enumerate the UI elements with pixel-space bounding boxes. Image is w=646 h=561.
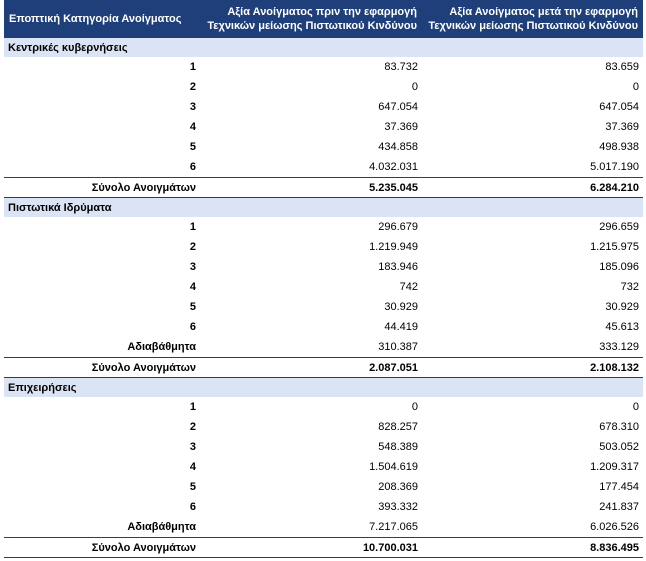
value-before-cell: 0 (411, 81, 418, 93)
table-row (4, 337, 643, 358)
value-after-cell: 296.659 (599, 221, 639, 233)
value-after-cell: 30.929 (605, 301, 639, 313)
total-value-before: 2.087.051 (200, 358, 422, 378)
value-before-cell: 1.219.949 (369, 241, 418, 253)
value-before-cell: 7.217.065 (369, 521, 418, 533)
section-title: Επιχειρήσεις (4, 378, 200, 398)
total-label: Σύνολο Ανοιγμάτων (4, 358, 200, 378)
value-before-cell: 37.369 (384, 121, 418, 133)
section-header-row (4, 198, 643, 218)
table-row (4, 457, 643, 477)
value-before-cell: 30.929 (384, 301, 418, 313)
value-after-cell: 503.052 (599, 441, 639, 453)
header-exposure-category: Εποπτική Κατηγορία Ανοίγματος (4, 0, 200, 38)
table-row (4, 517, 643, 538)
value-after-cell: 1.215.975 (590, 241, 639, 253)
row-label: 4 (189, 461, 196, 473)
table-row (4, 297, 643, 317)
value-after-cell: 333.129 (599, 341, 639, 353)
table-header (4, 0, 643, 38)
row-label: 6 (189, 161, 196, 173)
table-body (4, 38, 643, 558)
value-before-cell: 434.858 (378, 141, 418, 153)
total-row (4, 358, 643, 378)
row-label: 2 (189, 241, 196, 253)
row-label: 1 (189, 401, 196, 413)
value-before-cell: 548.389 (378, 441, 418, 453)
row-label: 3 (189, 441, 196, 453)
row-label: 4 (189, 121, 196, 133)
value-before-cell: 393.332 (378, 501, 418, 513)
row-label: 1 (189, 221, 196, 233)
table-row (4, 217, 643, 237)
value-after-cell: 45.613 (605, 321, 639, 333)
section-empty-cell (422, 38, 643, 57)
section-empty-cell (422, 378, 643, 398)
value-after-cell: 678.310 (599, 421, 639, 433)
table-row (4, 437, 643, 457)
section-title: Κεντρικές κυβερνήσεις (4, 38, 200, 57)
value-before-cell: 208.369 (378, 481, 418, 493)
total-value-after: 2.108.132 (422, 358, 643, 378)
value-before-cell: 647.054 (378, 101, 418, 113)
value-before-cell: 742 (399, 281, 418, 293)
total-value-after: 6.284.210 (422, 178, 643, 198)
value-after-cell: 241.837 (599, 501, 639, 513)
header-value-before-line2: Τεχνικών μείωσης Πιστωτικού Κινδύνου (207, 20, 417, 32)
value-after-cell: 0 (632, 401, 639, 413)
table-row (4, 117, 643, 137)
total-row (4, 178, 643, 198)
value-before-cell: 1.504.619 (369, 461, 418, 473)
value-before-cell: 83.732 (384, 61, 418, 73)
section-title: Πιστωτικά Ιδρύματα (4, 198, 200, 218)
table-row (4, 157, 643, 178)
section-empty-cell (200, 378, 422, 398)
table-row (4, 97, 643, 117)
header-value-after-line1: Αξία Ανοίγματος μετά την εφαρμογή (449, 6, 638, 18)
value-after-cell: 37.369 (605, 121, 639, 133)
table-row (4, 317, 643, 337)
value-after-cell: 5.017.190 (590, 161, 639, 173)
table-row (4, 57, 643, 77)
total-label: Σύνολο Ανοιγμάτων (4, 178, 200, 198)
table-row (4, 77, 643, 97)
section-header-row (4, 38, 643, 57)
value-before-cell: 4.032.031 (369, 161, 418, 173)
table-row (4, 397, 643, 417)
total-value-before: 5.235.045 (200, 178, 422, 198)
table-row (4, 477, 643, 497)
value-after-cell: 6.026.526 (590, 521, 639, 533)
row-label: Αδιαβάθμητα (127, 521, 196, 533)
table-row (4, 137, 643, 157)
row-label: 6 (189, 501, 196, 513)
section-empty-cell (200, 198, 422, 218)
value-before-cell: 183.946 (378, 261, 418, 273)
header-value-before (200, 0, 422, 38)
value-after-cell: 647.054 (599, 101, 639, 113)
row-label: 2 (189, 81, 196, 93)
header-value-before-line1: Αξία Ανοίγματος πριν την εφαρμογή (227, 6, 417, 18)
value-before-cell: 310.387 (378, 341, 418, 353)
row-label: 4 (189, 281, 196, 293)
header-value-after-line2: Τεχνικών μείωσης Πιστωτικού Κινδύνου (428, 20, 638, 32)
row-label: 5 (189, 481, 196, 493)
section-empty-cell (200, 38, 422, 57)
value-after-cell: 1.209.317 (590, 461, 639, 473)
row-label: 5 (189, 301, 196, 313)
table-row (4, 237, 643, 257)
total-value-after: 8.836.495 (422, 538, 643, 558)
value-after-cell: 83.659 (605, 61, 639, 73)
value-before-cell: 44.419 (384, 321, 418, 333)
row-label: 2 (189, 421, 196, 433)
section-header-row (4, 378, 643, 398)
row-label: 1 (189, 61, 196, 73)
value-after-cell: 0 (632, 81, 639, 93)
exposure-table (4, 0, 643, 558)
value-after-cell: 498.938 (599, 141, 639, 153)
value-after-cell: 185.096 (599, 261, 639, 273)
row-label: 3 (189, 101, 196, 113)
value-before-cell: 828.257 (378, 421, 418, 433)
row-label: 5 (189, 141, 196, 153)
table-row (4, 277, 643, 297)
value-after-cell: 732 (620, 281, 639, 293)
table-row (4, 497, 643, 517)
total-row (4, 538, 643, 558)
row-label: 3 (189, 261, 196, 273)
total-value-before: 10.700.031 (200, 538, 422, 558)
row-label: Αδιαβάθμητα (127, 341, 196, 353)
value-after-cell: 177.454 (599, 481, 639, 493)
table-row (4, 257, 643, 277)
header-value-after (422, 0, 643, 38)
header-row (4, 0, 643, 38)
section-empty-cell (422, 198, 643, 218)
value-before-cell: 0 (411, 401, 418, 413)
row-label: 6 (189, 321, 196, 333)
total-label: Σύνολο Ανοιγμάτων (4, 538, 200, 558)
table-row (4, 417, 643, 437)
value-before-cell: 296.679 (378, 221, 418, 233)
